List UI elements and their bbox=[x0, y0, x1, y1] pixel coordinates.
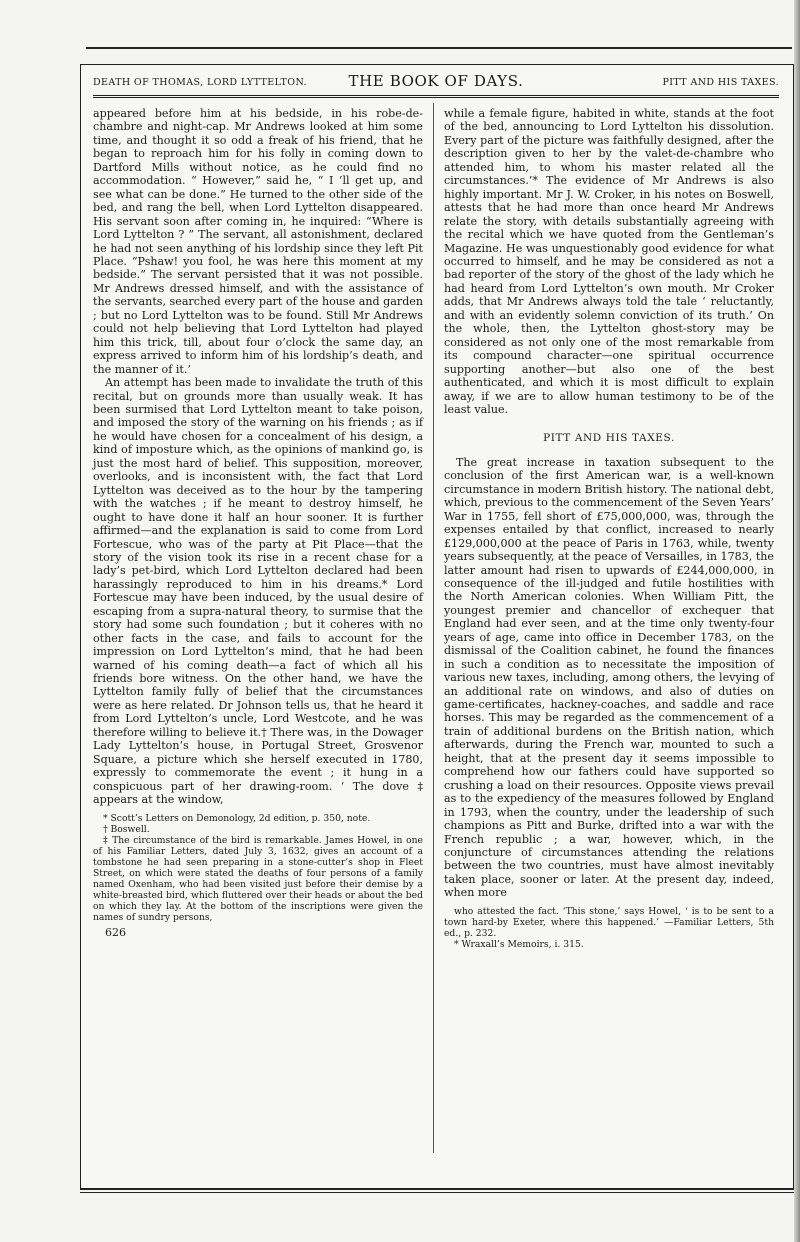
right-column bbox=[444, 107, 774, 950]
running-header bbox=[93, 71, 779, 98]
footnote-boswell: † Boswell. bbox=[103, 823, 150, 835]
page-edge bbox=[794, 0, 800, 1242]
header-right: PITT AND HIS TAXES. bbox=[662, 77, 779, 88]
footnote-bird: ‡ The circumstance of the bird is remarkable. James Howel, in one of his Familiar Letters, dated July 3, 1632, gives an account of a tombstone he had seen preparing in a stone-cutter’s shop in Fleet Street, on which were stated the deaths of four persons of a family named Oxenham, who had been visited just before their demise by a white-breasted bird, which fluttered over their heads or about the bed on which they lay. At the bottom of the inscriptions were given the names of sundry persons, bbox=[93, 834, 423, 924]
page-number: 626 bbox=[105, 925, 126, 939]
bottom-rule bbox=[80, 1188, 794, 1193]
right-paragraph-1: while a female figure, habited in white, stands at the foot of the bed, announcing to Lord Lyttelton his dissolution. Every part of the picture was faithfully designed, after the description given to her by the valet-de-chambre who attended him, to whom his master related all the circumstances.’* The evidence of Mr Andrews is also highly important. Mr J. W. Croker, in his notes on Boswell, attests that he had more than once heard Mr Andrews relate the story, with details substantially agreeing with the recital which we have quoted from the Gentleman’s Magazine. He was unquestionably good evidence for what occurred to himself, and he may be considered as not a bad reporter of the story of the ghost of the lady which he had heard from Lord Lyttelton’s own mouth. Mr Croker adds, that Mr Andrews always told the tale ‘ reluctantly, and with an evidently solemn conviction of its truth.’ On the whole, then, the Lyttelton ghost-story may be considered as not only one of the most remarkable from its compound character—one spiritual occurrence supporting another—but also one of the best authenticated, and which it is most difficult to explain away, if we are to allow human testimony to be of the least value. bbox=[444, 107, 774, 416]
right-paragraph-2: The great increase in taxation subsequent to the conclusion of the first American war, is a well-known circumstance in modern British history. The national debt, which, previous to the commencement of the Seven Years’ War in 1755, fell short of £75,000,000, was, through the expenses entailed by that conflict, increased to nearly £129,000,000 at the peace of Paris in 1763, while, twenty years subsequently, at the peace of Versailles, in 1783, the latter amount had risen to upwards of £244,000,000, in consequence of the ill-judged and futile hostilities with the North American colonies. When William Pitt, the youngest premier and chancellor of exchequer that England had ever seen, and at the time only twenty-four years of age, came into office in December 1783, on the dismissal of the Coalition cabinet, he found the finances in such a condition as to necessitate the imposition of various new taxes, including, among others, the levying of an additional rate on windows, and also of duties on game-certificates, hackney-coaches, and saddle and race horses. This may be regarded as the commencement of a train of additional burdens on the British nation, which afterwards, during the French war, mounted to such a height, that at the present day it seems impossible to comprehend how our fathers could have supported so crushing a load on their resources. Opposite views prevail as to the expediency of the measures followed by England in 1793, when the country, under the leadership of such champions as Pitt and Burke, drifted into a war with the French republic ; a war, however, which, in the conjuncture of circumstances attending the relations between the two countries, must have almost inevitably taken place, sooner or later. At the present day, indeed, when more bbox=[444, 455, 774, 900]
header-left: DEATH OF THOMAS, LORD LYTTELTON. bbox=[93, 77, 307, 88]
footnote-wraxall: * Wraxall’s Memoirs, i. 315. bbox=[454, 939, 584, 951]
top-rule bbox=[86, 47, 792, 49]
left-footnotes bbox=[93, 813, 423, 924]
page-frame bbox=[80, 64, 794, 1190]
left-paragraph-2: An attempt has been made to invalidate the truth of this recital, but on grounds more than usually weak. It has been surmised that Lord Lyttelton meant to take poison, and imposed the story of the warning on his friends ; as if he would have chosen for a concealment of his design, a kind of imposture which, as the opinions of mankind go, is just the most hard of belief. This supposition, moreover, overlooks, and is inconsistent with, the fact that Lord Lyttelton was deceived as to the hour by the tampering with the watches ; if he meant to destroy himself, he ought to have done it half an hour sooner. It is further affirmed—and the explanation is said to come from Lord Fortescue, who was of the party at Pit Place—that the story of the vision took its rise in a recent chase for a lady’s pet-bird, which Lord Lyttelton declared had been harassingly reproduced to him in his dreams.* Lord Fortescue may have been induced, by the usual desire of escaping from a supra-natural theory, to surmise that the story had some such foundation ; but it coheres with no other facts in the case, and fails to account for the impression on Lord Lyttelton’s mind, that he had been warned of his coming death—a fact of which all his friends bore witness. On the other hand, we have the Lyttelton family fully of belief that the circumstances were as here related. Dr Johnson tells us, that he heard it from Lord Lyttelton’s uncle, Lord Westcote, and he was therefore willing to believe it.† There was, in the Dowager Lady Lyttelton’s house, in Portugal Street, Grosvenor Square, a picture which she herself executed in 1780, expressly to commemorate the event ; it hung in a conspicuous part of her drawing-room. ‘ The dove ‡ appears at the window, bbox=[93, 376, 423, 807]
right-footnotes bbox=[444, 906, 774, 950]
left-column bbox=[93, 107, 423, 939]
header-title: THE BOOK OF DAYS. bbox=[348, 72, 524, 90]
column-divider bbox=[433, 103, 434, 1153]
footnote-scott: * Scott’s Letters on Demonology, 2d edition, p. 350, note. bbox=[103, 812, 371, 824]
section-title: PITT AND HIS TAXES. bbox=[543, 432, 675, 445]
footnote-howel-cont: who attested the fact. ‘This stone,’ says Howel, ‘ is to be sent to a town hard-by Exeter, where this happened.’ —Familiar Letters, 5th ed., p. 232. bbox=[444, 905, 774, 940]
left-paragraph-1: appeared before him at his bedside, in his robe-de-chambre and night-cap. Mr Andrews looked at him some time, and thought it so odd a freak of his friend, that he began to reproach him for his folly in coming down to Dartford Mills without notice, as he could find no accommodation. “ However,” said he, “ I ’ll get up, and see what can be done.” He turned to the other side of the bed, and rang the bell, when Lord Lyttelton disappeared. His servant soon after coming in, he inquired: “Where is Lord Lyttelton ? ” The servant, all astonishment, declared he had not seen anything of his lordship since they left Pit Place. “Pshaw! you fool, he was here this moment at my bedside.” The servant persisted that it was not possible. Mr Andrews dressed himself, and with the assistance of the servants, searched every part of the house and garden ; but no Lord Lyttelton was to be found. Still Mr Andrews could not help believing that Lord Lyttelton had played him this trick, till, about four o’clock the same day, an express arrived to inform him of his lordship’s death, and the manner of it.’ bbox=[93, 107, 423, 376]
